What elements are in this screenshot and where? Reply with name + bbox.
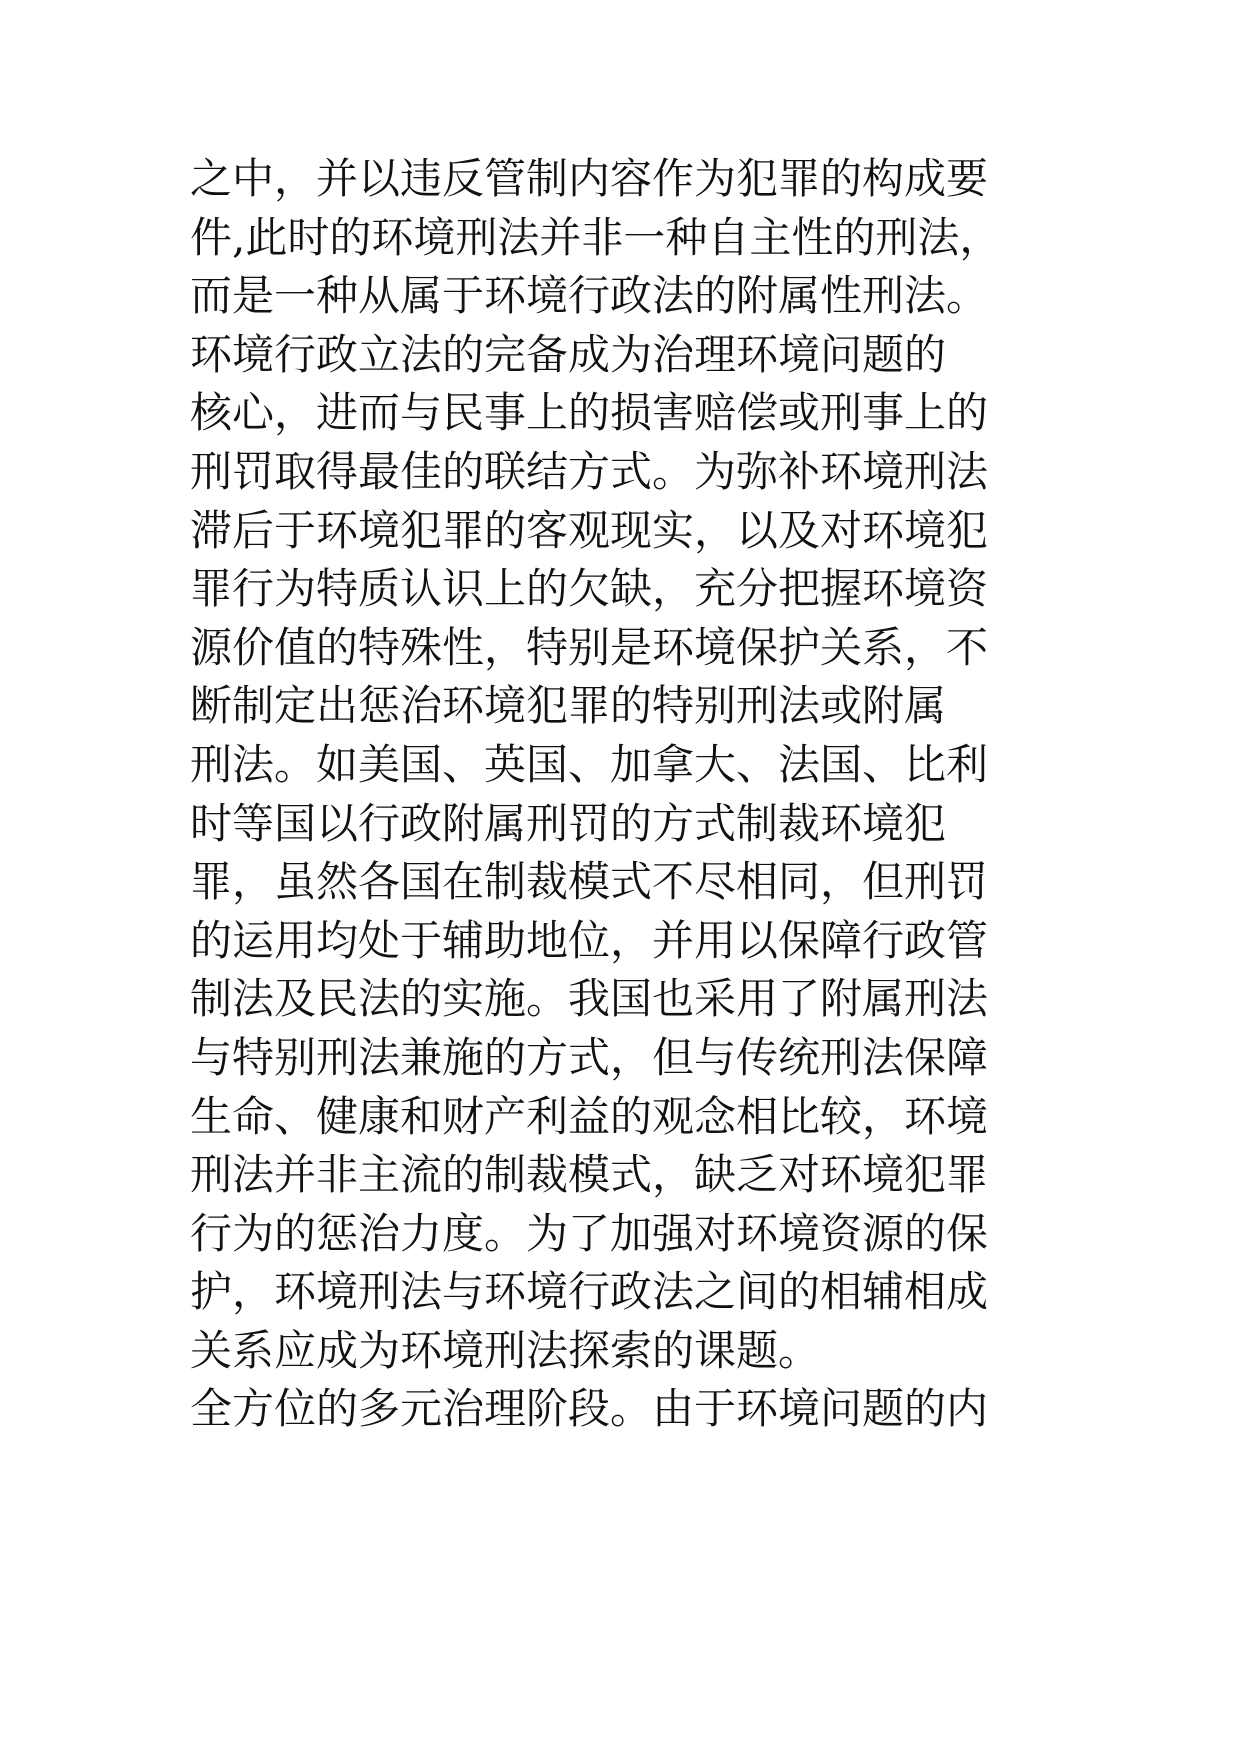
text-line: 而是一种从属于环境行政法的附属性刑法。 — [190, 271, 989, 321]
text-line: 生命、健康和财产利益的观念相比较，环境 — [190, 1091, 989, 1141]
text-line: 环境行政立法的完备成为治理环境问题的 — [190, 329, 947, 379]
text-line: 与特别刑法兼施的方式，但与传统刑法保障 — [190, 1032, 989, 1082]
text-line: 罪，虽然各国在制裁模式不尽相同，但刑罚 — [190, 857, 989, 907]
text-line: 件,此时的环境刑法并非一种自主性的刑法， — [190, 212, 1002, 262]
text-line: 刑罚取得最佳的联结方式。为弥补环境刑法 — [190, 446, 989, 496]
text-line: 的运用均处于辅助地位，并用以保障行政管 — [190, 915, 989, 965]
text-line: 全方位的多元治理阶段。由于环境问题的内 — [190, 1384, 989, 1434]
text-line: 制法及民法的实施。我国也采用了附属刑法 — [190, 974, 989, 1024]
text-line: 滞后于环境犯罪的客观现实，以及对环境犯 — [190, 505, 989, 555]
text-line: 刑法。如美国、英国、加拿大、法国、比利 — [190, 739, 989, 789]
text-line: 关系应成为环境刑法探索的课题。 — [190, 1325, 821, 1375]
text-line: 之中，并以违反管制内容作为犯罪的构成要 — [190, 154, 989, 203]
body-text — [190, 150, 1090, 1439]
text-line: 源价值的特殊性，特别是环境保护关系，不 — [190, 622, 989, 672]
text-line: 罪行为特质认识上的欠缺，充分把握环境资 — [190, 564, 989, 614]
text-line: 行为的惩治力度。为了加强对环境资源的保 — [190, 1208, 989, 1258]
text-line: 护，环境刑法与环境行政法之间的相辅相成 — [190, 1267, 989, 1317]
text-line: 断制定出惩治环境犯罪的特别刑法或附属 — [190, 681, 947, 731]
text-line: 时等国以行政附属刑罚的方式制裁环境犯 — [190, 798, 947, 848]
text-line: 核心，进而与民事上的损害赔偿或刑事上的 — [190, 388, 989, 438]
text-line: 刑法并非主流的制裁模式，缺乏对环境犯罪 — [190, 1150, 989, 1200]
